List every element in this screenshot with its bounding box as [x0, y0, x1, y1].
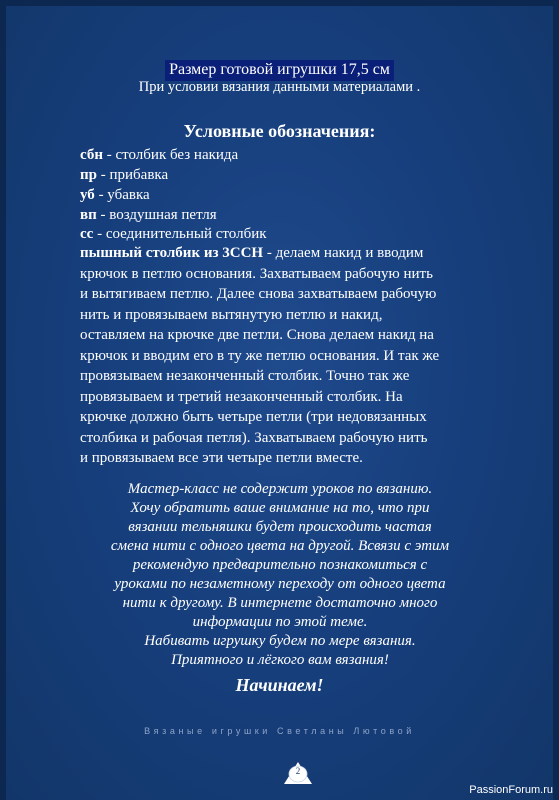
- notice-line: нити к другому. В интернете достаточно много: [122, 595, 438, 611]
- toy-size-line: [0, 59, 559, 81]
- footer-author: Вязаные игрушки Светланы Лютовой: [144, 726, 415, 736]
- description-line: оставляем на крючке две петли. Снова делаем накид на: [80, 327, 434, 343]
- description-line: провязываем незаконченный столбик. Точно так же: [80, 368, 410, 384]
- legend-text: - столбик без накида: [102, 147, 239, 163]
- puff-stitch-term: пышный столбик из 3ССН: [80, 245, 264, 261]
- description-line: крючок и вводим его в ту же петлю основания. И так же: [80, 347, 440, 364]
- notice-line: смена нити с одного цвета на другой. Всвязи с этим: [110, 538, 450, 554]
- notice-line: уроками по незаметному переходу от одного цвета: [114, 576, 446, 592]
- legend-item: [80, 224, 520, 244]
- description-line: крючок в петлю основания. Захватываем рабочую нить: [80, 265, 433, 282]
- notice-line: Приятного и лёгкого вам вязания!: [171, 652, 389, 668]
- legend-item: [80, 165, 520, 185]
- legend-abbr: сс: [80, 226, 94, 242]
- legend-text: - прибавка: [97, 167, 169, 183]
- legend-abbr: уб: [80, 187, 95, 203]
- materials-condition: При условии вязания данными материалами .: [138, 79, 421, 95]
- legend-text: - соединительный столбик: [93, 226, 267, 242]
- legend-item: [80, 185, 520, 205]
- description-line: провязываем и третий незаконченный столбик. На: [80, 388, 403, 405]
- description-line: крючке должно быть четыре петли (три недовязанных: [80, 409, 427, 425]
- notice-line: Мастер-класс не содержит уроков по вязанию.: [127, 481, 433, 497]
- legend-item: [80, 145, 520, 165]
- notice-line: вязании тельняшки будет происходить частая: [128, 519, 432, 535]
- puff-stitch-description: [80, 243, 520, 469]
- legend-title: Условные обозначения:: [183, 121, 376, 141]
- legend-abbr: вп: [80, 207, 97, 223]
- description-line: пышный столбик из 3ССН - делаем накид и вводим: [80, 245, 424, 261]
- description-line: и вытягиваем петлю. Далее снова захватываем рабочую: [80, 286, 437, 302]
- notice-line: Набивать игрушку будем по мере вязания.: [144, 633, 416, 649]
- notice-line: информации по этой теме.: [192, 614, 368, 630]
- legend-abbr: пр: [80, 167, 97, 183]
- page-edge-top: [0, 0, 559, 6]
- start-heading: Начинаем!: [235, 675, 324, 695]
- legend-text: - убавка: [94, 187, 150, 203]
- notice-line: рекомендую предварительно познакомиться с: [132, 557, 428, 573]
- legend-text: - воздушная петля: [96, 207, 217, 223]
- masterclass-notice: [60, 480, 500, 670]
- description-line: нить и провязываем вытянутую петлю и накид,: [80, 306, 383, 323]
- description-line: и провязываем все эти четыре петли вместе.: [80, 450, 363, 466]
- toy-size-text: Размер готовой игрушки 17,5 см: [165, 60, 394, 81]
- site-watermark: PassionForum.ru: [469, 784, 553, 796]
- legend-item: [80, 205, 520, 225]
- notice-line: Хочу обратить ваше внимание на то, что при: [130, 500, 430, 516]
- page-number: 2: [295, 766, 301, 776]
- legend-abbr: сбн: [80, 147, 103, 163]
- description-line: столбика и рабочая петля). Захватываем рабочую нить: [80, 429, 428, 446]
